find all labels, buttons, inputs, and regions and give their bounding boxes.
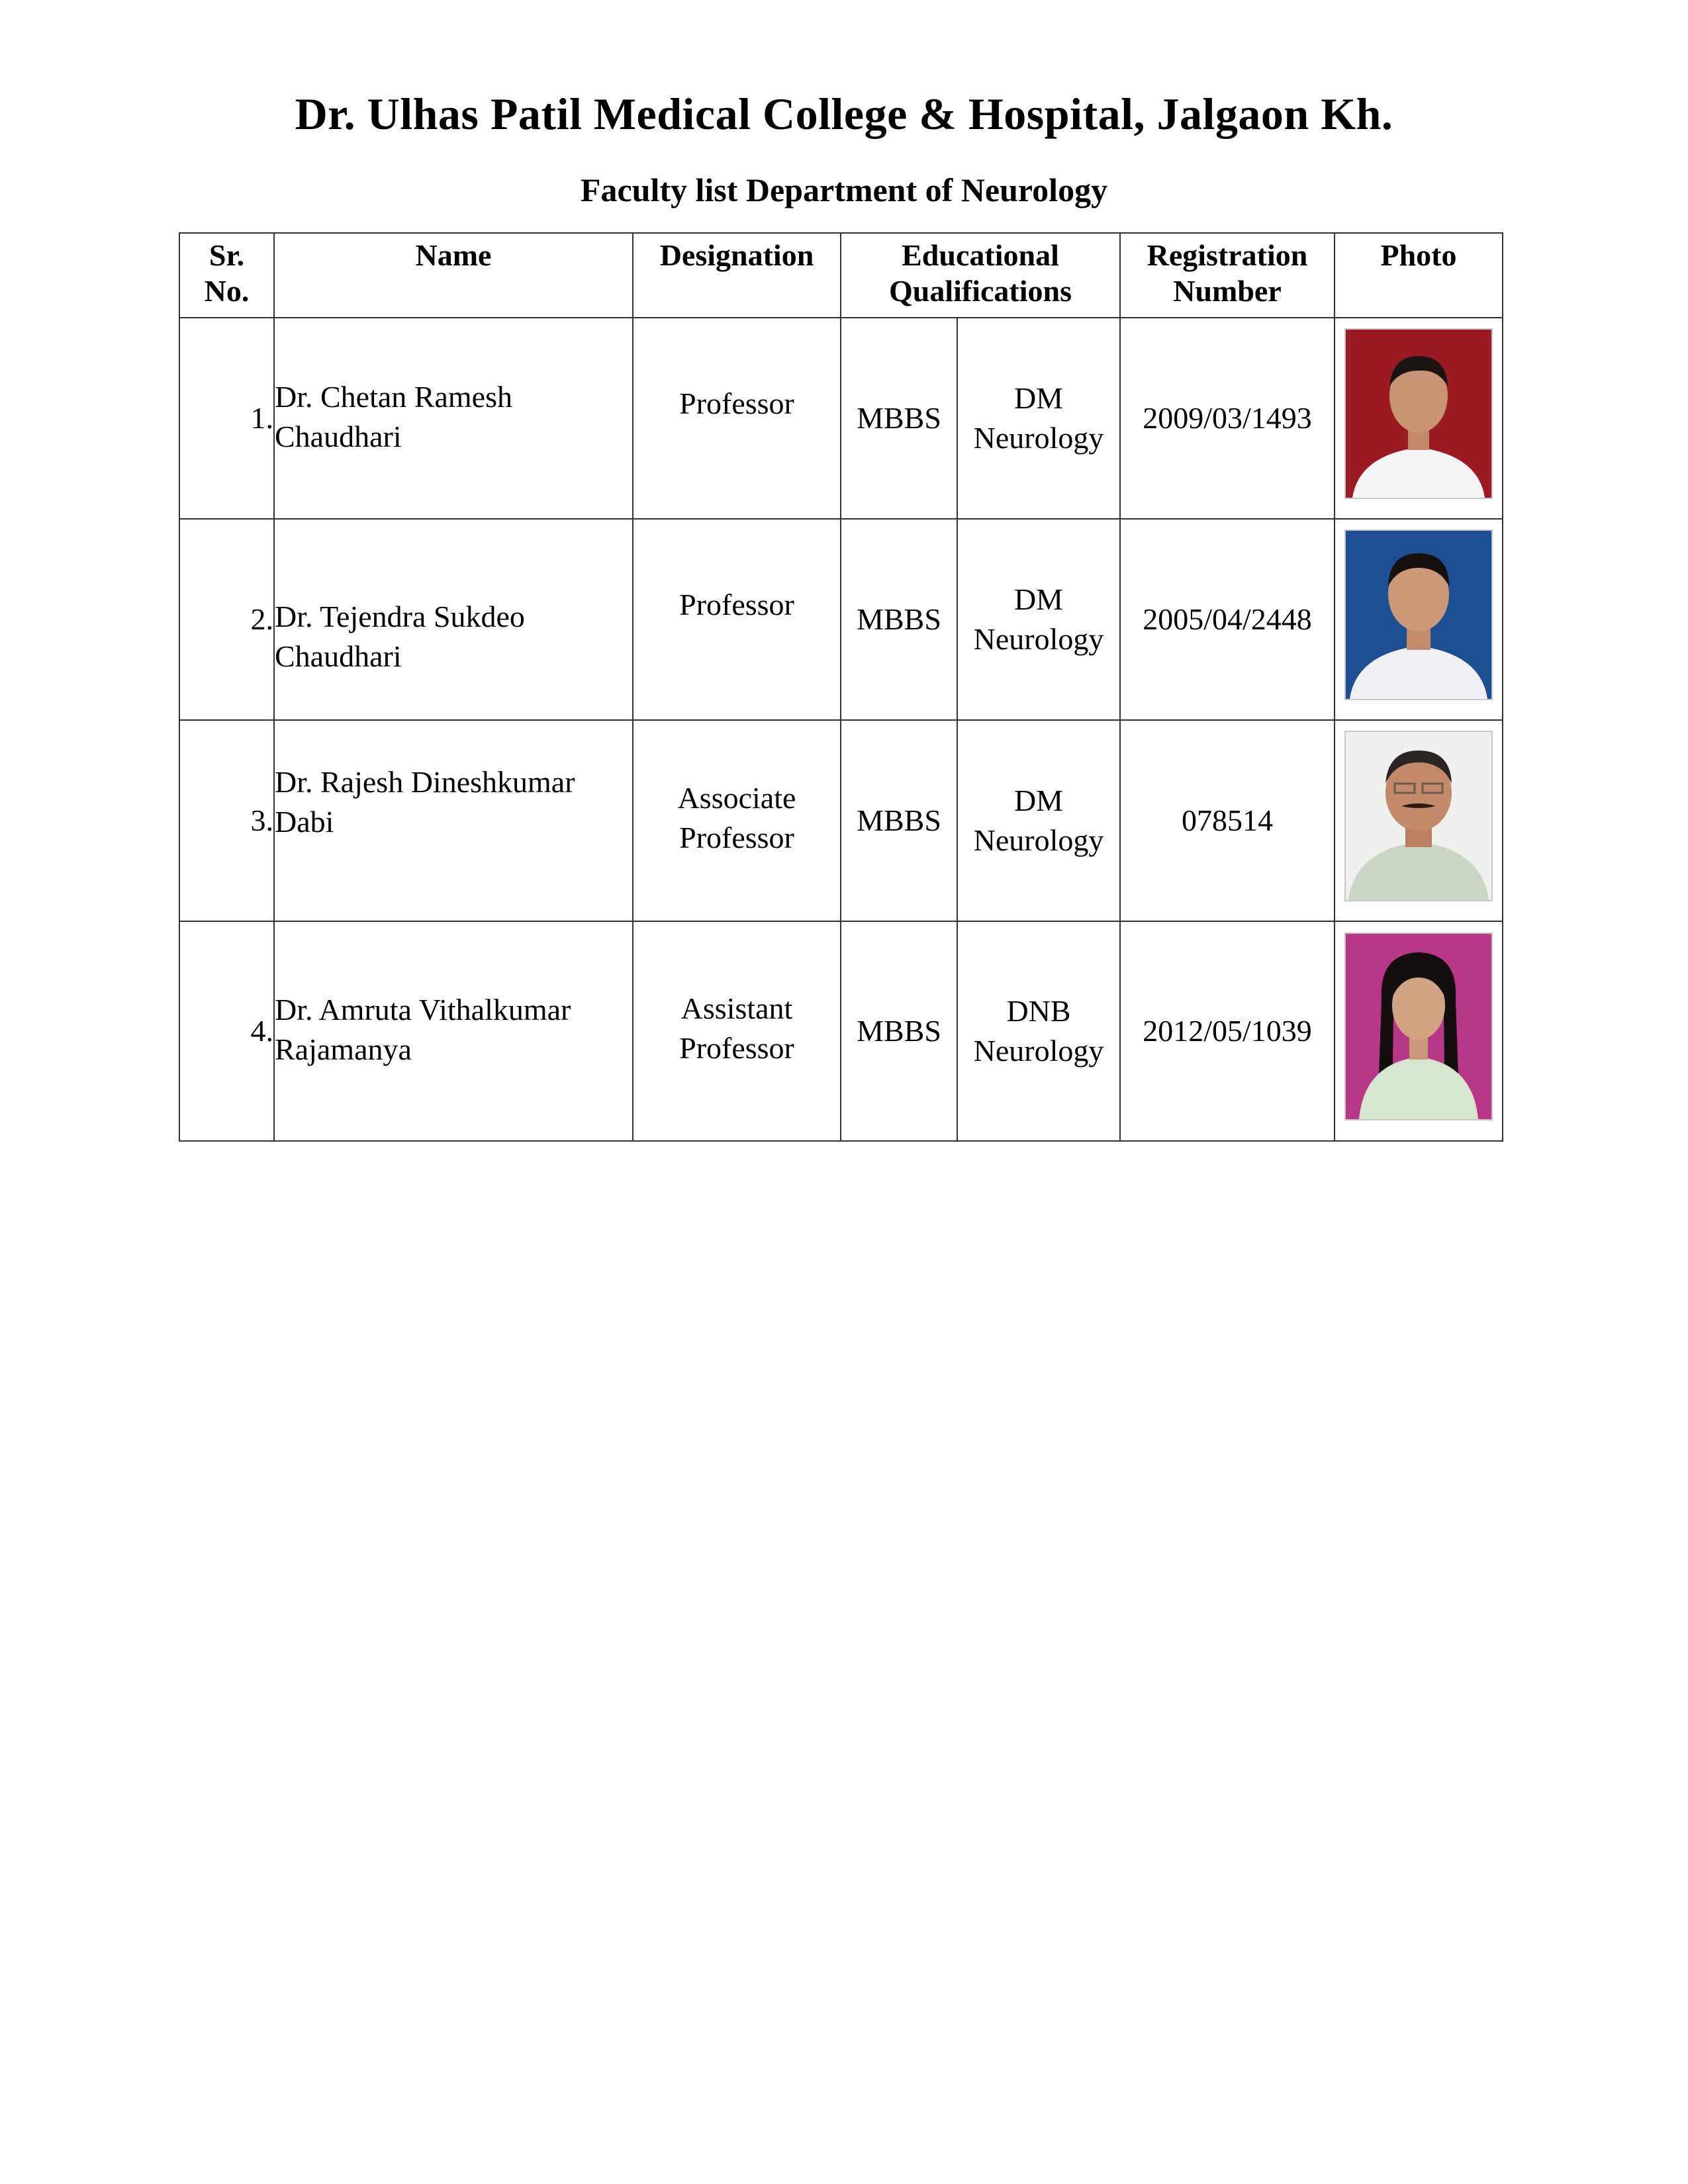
person-photo-icon xyxy=(1346,934,1491,1119)
name-cell xyxy=(274,720,633,921)
header-designation: Designation xyxy=(633,233,841,318)
specialty-cell: DM Neurology xyxy=(957,519,1120,720)
table-row xyxy=(179,921,1503,1141)
photo-cell xyxy=(1335,318,1503,519)
designation-cell: Associate Professor xyxy=(633,720,841,921)
sr-no-cell: 4. xyxy=(179,921,274,1141)
registration-cell: 078514 xyxy=(1120,720,1335,921)
header-educational-qualifications: Educational Qualifications xyxy=(841,233,1120,318)
sr-no-cell: 2. xyxy=(179,519,274,720)
header-sr-no: Sr. No. xyxy=(179,233,274,318)
name-line: Chaudhari xyxy=(275,420,402,453)
faculty-photo xyxy=(1344,731,1493,901)
faculty-photo xyxy=(1344,933,1493,1120)
name-line: Rajamanya xyxy=(275,1032,412,1066)
table-header-row xyxy=(179,233,1503,318)
sr-no-cell: 1. xyxy=(179,318,274,519)
name-line: Dr. Amruta Vithalkumar xyxy=(275,993,571,1026)
registration-cell: 2005/04/2448 xyxy=(1120,519,1335,720)
header-photo: Photo xyxy=(1335,233,1503,318)
faculty-photo xyxy=(1344,529,1493,700)
registration-cell: 2009/03/1493 xyxy=(1120,318,1335,519)
name-cell xyxy=(274,318,633,519)
person-photo-icon xyxy=(1346,531,1491,699)
designation-cell: Assistant Professor xyxy=(633,921,841,1141)
name-cell xyxy=(274,519,633,720)
faculty-table xyxy=(179,232,1503,1142)
person-photo-icon xyxy=(1346,330,1491,498)
degree-cell: MBBS xyxy=(841,720,957,921)
faculty-photo xyxy=(1344,328,1493,499)
page-title: Dr. Ulhas Patil Medical College & Hospital, Jalgaon Kh. xyxy=(295,89,1393,139)
table-row xyxy=(179,720,1503,921)
table-row xyxy=(179,318,1503,519)
sr-no-cell: 3. xyxy=(179,720,274,921)
degree-cell: MBBS xyxy=(841,921,957,1141)
specialty-cell: DM Neurology xyxy=(957,720,1120,921)
designation-cell: Professor xyxy=(633,318,841,519)
name-line: Dr. Tejendra Sukdeo xyxy=(275,600,525,633)
specialty-cell: DM Neurology xyxy=(957,318,1120,519)
photo-cell xyxy=(1335,921,1503,1141)
name-line: Chaudhari xyxy=(275,639,402,673)
page-subtitle: Faculty list Department of Neurology xyxy=(580,171,1108,208)
person-photo-icon xyxy=(1346,732,1491,900)
header-registration-number: Registration Number xyxy=(1120,233,1335,318)
degree-cell: MBBS xyxy=(841,318,957,519)
photo-cell xyxy=(1335,519,1503,720)
registration-cell: 2012/05/1039 xyxy=(1120,921,1335,1141)
name-line: Dabi xyxy=(275,805,334,839)
degree-cell: MBBS xyxy=(841,519,957,720)
specialty-cell: DNB Neurology xyxy=(957,921,1120,1141)
name-cell xyxy=(274,921,633,1141)
name-line: Dr. Chetan Ramesh xyxy=(275,380,512,414)
designation-cell: Professor xyxy=(633,519,841,720)
table-row xyxy=(179,519,1503,720)
header-name: Name xyxy=(274,233,633,318)
name-line: Dr. Rajesh Dineshkumar xyxy=(275,765,575,799)
photo-cell xyxy=(1335,720,1503,921)
